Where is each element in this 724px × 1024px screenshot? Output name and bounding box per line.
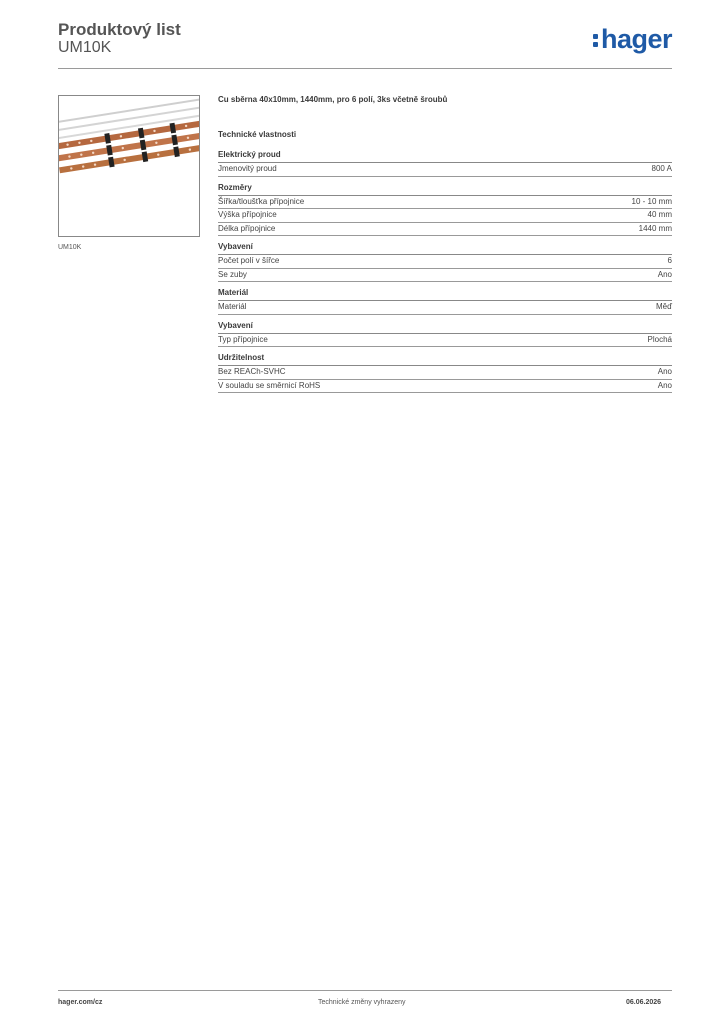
- spec-label: V souladu se směrnicí RoHS: [218, 380, 321, 390]
- spec-value: 40 mm: [647, 210, 672, 219]
- spec-label: Jmenovitý proud: [218, 164, 277, 173]
- section-title: Materiál: [218, 288, 672, 301]
- section-equipment-2: [218, 321, 672, 348]
- spec-row: [218, 380, 672, 394]
- spec-value: Ano: [657, 380, 672, 390]
- hager-logo: [593, 26, 672, 53]
- spec-row: [218, 223, 672, 237]
- header-divider: [58, 68, 672, 69]
- spec-label: Délka přípojnice: [218, 223, 276, 233]
- spec-row: [218, 366, 672, 380]
- product-code: UM10K: [58, 39, 112, 56]
- spec-row: [218, 334, 672, 348]
- spec-value: Ano: [657, 269, 672, 279]
- spec-label: Výška přípojnice: [218, 210, 277, 219]
- logo-dots-icon: [593, 28, 599, 48]
- section-title: Vybavení: [218, 242, 672, 255]
- section-title: Udržitelnost: [218, 353, 672, 366]
- spec-row: [218, 209, 672, 223]
- section-material: [218, 288, 672, 315]
- copper-busbar-bars-icon: [59, 96, 199, 236]
- spec-value: Ano: [657, 367, 672, 376]
- spec-label: Bez REACh-SVHC: [218, 367, 286, 376]
- section-title: Elektrický proud: [218, 150, 672, 163]
- spec-value: 1440 mm: [638, 223, 672, 233]
- technical-properties-heading: Technické vlastnosti: [218, 130, 297, 139]
- spec-value: 800 A: [651, 164, 672, 173]
- image-caption: UM10K: [58, 244, 82, 251]
- section-title: Rozměry: [218, 183, 672, 196]
- spec-label: Šířka/tloušťka přípojnice: [218, 196, 305, 206]
- spec-label: Typ přípojnice: [218, 334, 268, 344]
- product-details: [218, 95, 672, 393]
- footer-notice: Technické změny vyhrazeny: [318, 999, 406, 1006]
- section-equipment: [218, 242, 672, 282]
- spec-label: Materiál: [218, 302, 247, 311]
- product-image: [58, 95, 200, 237]
- section-sustainability: [218, 353, 672, 393]
- logo-text: hager: [601, 24, 673, 54]
- page-title: Produktový list: [58, 20, 181, 39]
- spec-row: [218, 269, 672, 283]
- spec-value: Plochá: [647, 334, 672, 344]
- footer-date: 06.06.2026: [626, 999, 662, 1006]
- spec-row: [218, 301, 672, 315]
- product-description: Cu sběrna 40x10mm, 1440mm, pro 6 polí, 3ks včetně šroubů: [218, 95, 448, 104]
- section-electric-current: [218, 150, 672, 177]
- footer-website-link[interactable]: hager.com/cz: [58, 999, 103, 1006]
- spec-value: Měď: [655, 302, 672, 311]
- section-title: Vybavení: [218, 321, 672, 334]
- section-dimensions: [218, 183, 672, 237]
- spec-label: Počet polí v šířce: [218, 256, 280, 265]
- spec-row: [218, 255, 672, 269]
- spec-value: 6: [667, 256, 672, 265]
- spec-row: [218, 196, 672, 210]
- spec-label: Se zuby: [218, 269, 247, 279]
- footer-divider: [58, 990, 672, 991]
- spec-row: [218, 163, 672, 177]
- spec-value: 10 - 10 mm: [631, 196, 672, 206]
